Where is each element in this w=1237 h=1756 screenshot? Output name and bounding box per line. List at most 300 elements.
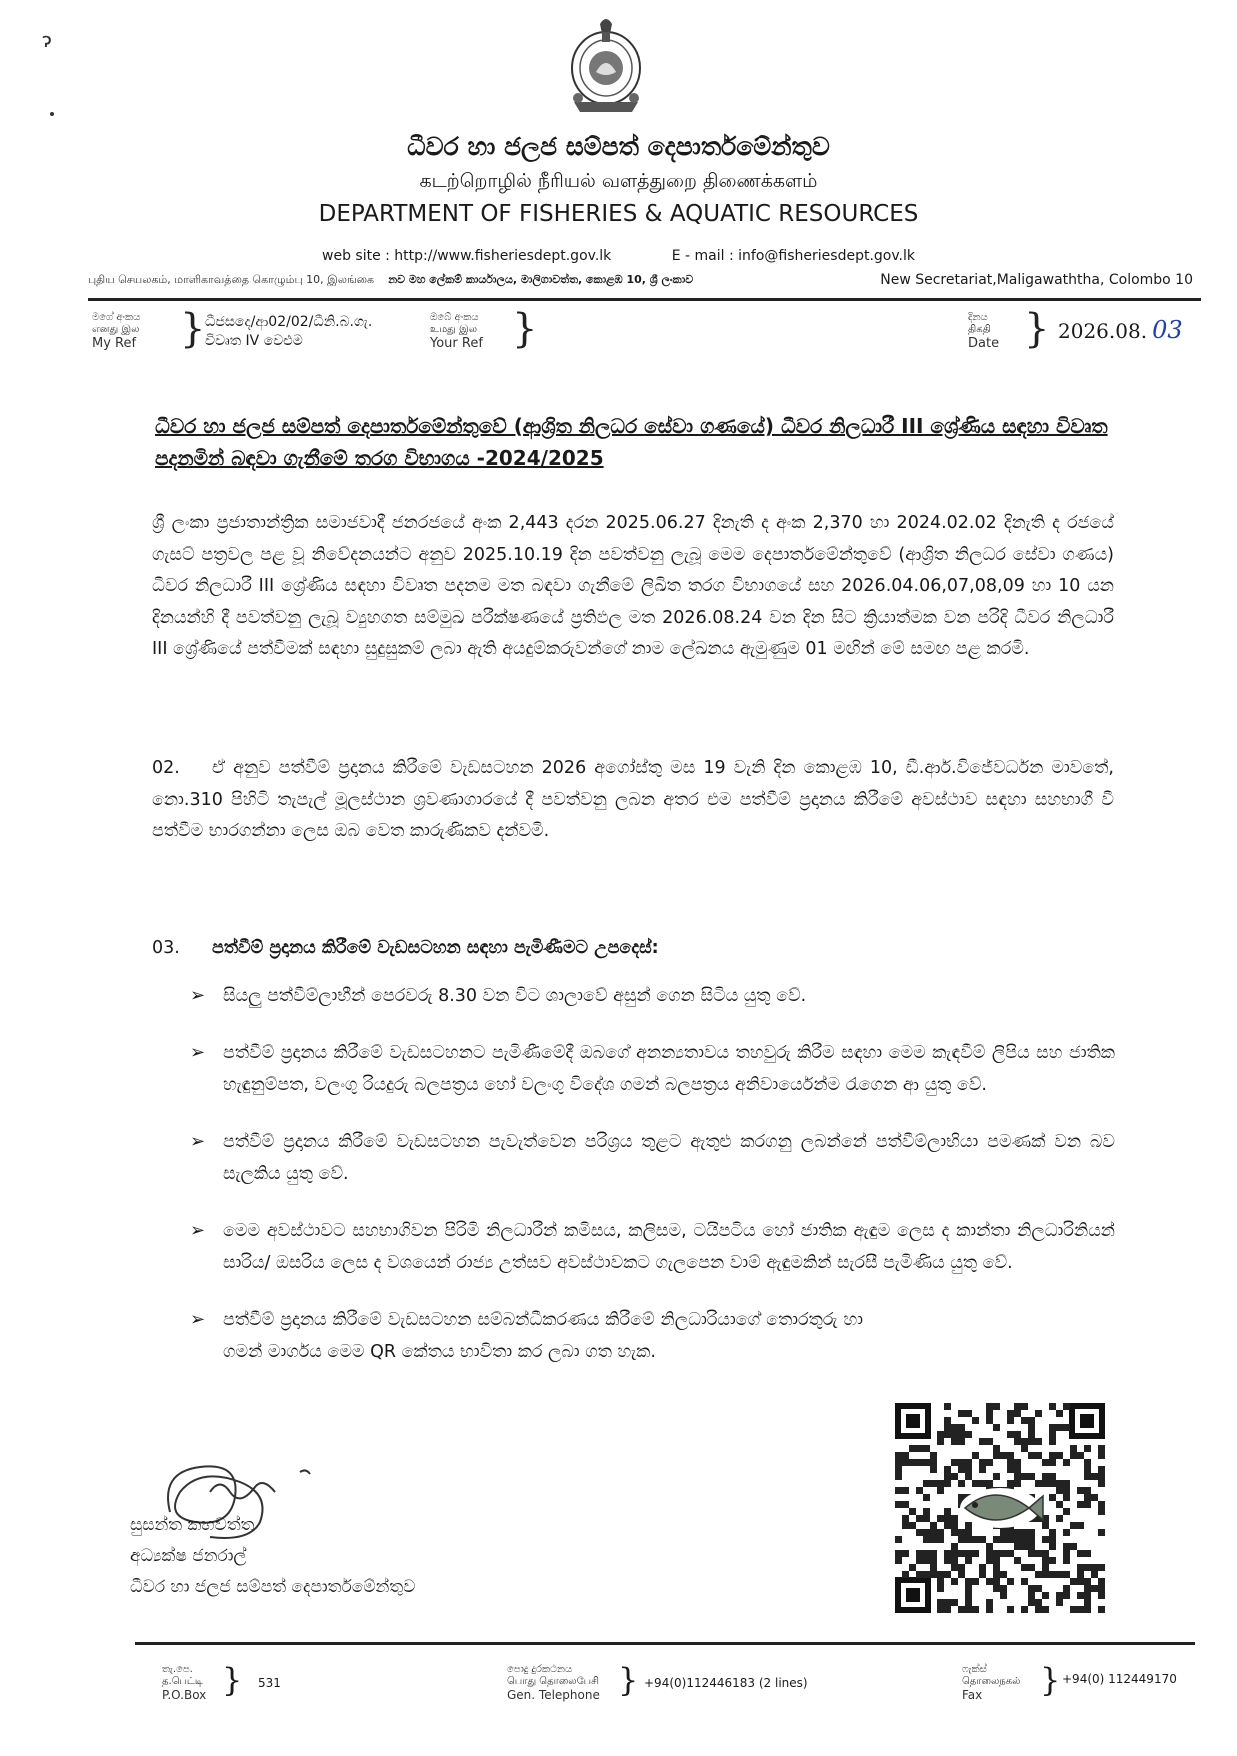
qr-module xyxy=(1014,1403,1021,1410)
qr-module xyxy=(958,1410,965,1417)
qr-module xyxy=(937,1487,944,1494)
telephone-value: +94(0)112446183 (2 lines) xyxy=(644,1676,808,1690)
qr-module xyxy=(930,1452,937,1459)
qr-module xyxy=(1084,1459,1091,1466)
qr-module xyxy=(972,1417,979,1424)
qr-module xyxy=(1000,1550,1007,1557)
qr-module xyxy=(944,1508,951,1515)
qr-module xyxy=(1049,1557,1056,1564)
qr-module xyxy=(902,1459,909,1466)
qr-module xyxy=(1077,1606,1084,1613)
qr-module xyxy=(965,1557,972,1564)
qr-module xyxy=(944,1606,951,1613)
qr-module xyxy=(993,1452,1000,1459)
qr-module xyxy=(923,1536,930,1543)
qr-module xyxy=(1056,1501,1063,1508)
qr-module xyxy=(1049,1431,1056,1438)
qr-module xyxy=(965,1529,972,1536)
qr-module xyxy=(1098,1592,1105,1599)
website-text: web site : http://www.fisheriesdept.gov.lk xyxy=(322,248,612,264)
qr-module xyxy=(986,1438,993,1445)
qr-module xyxy=(1042,1550,1049,1557)
my-ref-line1: ධීජසදෙ/ආ02/02/ධීනි.බ.ගැ. xyxy=(205,314,373,330)
qr-module xyxy=(1098,1585,1105,1592)
qr-module xyxy=(1042,1592,1049,1599)
qr-module xyxy=(1077,1564,1084,1571)
qr-module xyxy=(1077,1452,1084,1459)
qr-module xyxy=(895,1536,902,1543)
qr-code-icon[interactable] xyxy=(895,1403,1105,1613)
qr-module xyxy=(1028,1431,1035,1438)
qr-module xyxy=(944,1550,951,1557)
list-item: ➢ පත්වීම් ප්‍රදානය කිරීමේ වැඩසටහන පැවැත්වෙන පරිශ්‍රය තුළට ඇතුළු කරගනු ලබන්නේ පත්වීම්ලාභියා පමණක් වන බව සැලකිය යුතු වේ. xyxy=(190,1126,1115,1190)
qr-module xyxy=(1084,1599,1091,1606)
date-printed: 2026.08. xyxy=(1058,319,1148,343)
qr-module xyxy=(958,1571,965,1578)
qr-module xyxy=(1014,1410,1021,1417)
qr-module xyxy=(937,1578,944,1585)
qr-module xyxy=(1021,1543,1028,1550)
qr-module xyxy=(1084,1564,1091,1571)
qr-module xyxy=(1000,1536,1007,1543)
qr-module xyxy=(993,1578,1000,1585)
date-label: දිනය திகதி Date xyxy=(968,312,1000,351)
qr-module xyxy=(1070,1452,1077,1459)
qr-module xyxy=(1007,1410,1014,1417)
qr-module xyxy=(1028,1438,1035,1445)
qr-module xyxy=(937,1536,944,1543)
qr-module xyxy=(972,1536,979,1543)
qr-module xyxy=(951,1564,958,1571)
qr-module xyxy=(923,1550,930,1557)
qr-module xyxy=(986,1543,993,1550)
qr-module xyxy=(1084,1501,1091,1508)
qr-module xyxy=(979,1438,986,1445)
qr-module xyxy=(965,1473,972,1480)
qr-module xyxy=(979,1564,986,1571)
qr-module xyxy=(951,1431,958,1438)
qr-module xyxy=(993,1564,1000,1571)
qr-module xyxy=(944,1480,951,1487)
qr-module xyxy=(965,1606,972,1613)
qr-module xyxy=(1098,1501,1105,1508)
contact-line xyxy=(0,248,1237,264)
qr-module xyxy=(944,1515,951,1522)
qr-module xyxy=(958,1431,965,1438)
qr-module xyxy=(1077,1501,1084,1508)
signatory-title: අධ්‍යක්ෂ ජනරාල් xyxy=(130,1546,247,1566)
qr-module xyxy=(916,1459,923,1466)
qr-module xyxy=(1014,1473,1021,1480)
qr-module xyxy=(1084,1494,1091,1501)
qr-module xyxy=(944,1417,951,1424)
qr-module xyxy=(1000,1452,1007,1459)
qr-module xyxy=(1070,1522,1077,1529)
signatory-name: සුසන්ත කහවත්ත xyxy=(130,1515,255,1535)
qr-module xyxy=(1028,1585,1035,1592)
qr-module xyxy=(1084,1473,1091,1480)
qr-module xyxy=(1063,1592,1070,1599)
dept-name-sinhala: ධීවර හා ජලජ සම්පත් දෙපාර්තමේන්තුව xyxy=(407,132,830,161)
telephone-brace: } xyxy=(618,1661,639,1699)
qr-module xyxy=(1007,1578,1014,1585)
qr-module xyxy=(1063,1557,1070,1564)
qr-module xyxy=(1007,1417,1014,1424)
qr-module xyxy=(972,1480,979,1487)
fax-brace: } xyxy=(1040,1661,1061,1699)
address-tamil: புதிய செயலகம், மாளிகாவத்தை கொழும்பு 10, இலங்கை xyxy=(88,273,375,286)
qr-module xyxy=(951,1543,958,1550)
qr-module xyxy=(930,1459,937,1466)
list-item: ➢ මෙම අවස්ථාවට සහභාගිවන පිරිමි නිලධාරීන් කමිසය, කලිසම, ටයිපටිය හෝ ජාතික ඇඳුම ලෙස ද කාන්තා නිලධාරිනියන් සාරිය/ ඔසරිය ලෙස ද වශයෙන් රාජ්‍ය උත්සව අවස්ථාවකට ගැලපෙන වාම් ඇඳුමකින් සැරසී පැමිණිය යුතු වේ. xyxy=(190,1215,1115,1279)
qr-module xyxy=(958,1459,965,1466)
qr-module xyxy=(895,1459,902,1466)
arrow-bullet-icon: ➢ xyxy=(190,1220,206,1241)
qr-module xyxy=(1007,1466,1014,1473)
qr-module xyxy=(923,1494,930,1501)
qr-module xyxy=(965,1585,972,1592)
date-value xyxy=(1058,316,1183,344)
pobox-label: තැ.පෙ. த.பெட்டி P.O.Box xyxy=(162,1664,207,1702)
qr-module xyxy=(1049,1459,1056,1466)
qr-module xyxy=(993,1571,1000,1578)
qr-module xyxy=(965,1522,972,1529)
arrow-bullet-icon: ➢ xyxy=(190,1131,206,1152)
qr-module xyxy=(909,1459,916,1466)
qr-module xyxy=(1028,1529,1035,1536)
qr-module xyxy=(958,1480,965,1487)
qr-module xyxy=(1070,1543,1077,1550)
paragraph-2-text: ඒ අනුව පත්වීම් ප්‍රදානය කිරීමේ වැඩසටහන 2026 අගෝස්තු මස 19 වැනි දින කොළඹ 10, ඩී.ආර්.විජේවර්ධන මාවතේ, නො.310 පිහිටි තැපැල් මූලස්ථාන ශ්‍රවණාගාරයේ දී පවත්වනු ලබන අතර එම පත්වීම් ප්‍රදානය කිරීමේ අවස්ථාව සඳහා සහභාගී වී පත්වීම භාරගන්නා ලෙස ඔබ වෙත කාරුණිකව දන්වමි. xyxy=(152,758,1114,841)
qr-module xyxy=(1056,1424,1063,1431)
telephone-label: පොදු දුරකථනය பொது தொலைபேசி Gen. Telephone xyxy=(507,1664,600,1702)
qr-module xyxy=(895,1557,902,1564)
signatory-department: ධීවර හා ජලජ සම්පත් දෙපාර්තමේන්තුව xyxy=(130,1577,416,1597)
qr-module xyxy=(1091,1571,1098,1578)
qr-module xyxy=(993,1550,1000,1557)
qr-module xyxy=(1000,1571,1007,1578)
qr-module xyxy=(937,1438,944,1445)
qr-module xyxy=(1021,1529,1028,1536)
qr-module xyxy=(1049,1543,1056,1550)
fax-label: ෆැක්ස් தொலைநகல் Fax xyxy=(962,1664,1021,1702)
qr-module xyxy=(993,1445,1000,1452)
qr-module xyxy=(1021,1445,1028,1452)
qr-module xyxy=(993,1473,1000,1480)
footer-divider xyxy=(135,1642,1195,1645)
qr-module xyxy=(1028,1543,1035,1550)
qr-module xyxy=(937,1480,944,1487)
qr-module xyxy=(1021,1536,1028,1543)
qr-module xyxy=(1063,1459,1070,1466)
qr-module xyxy=(937,1599,944,1606)
qr-module xyxy=(1035,1480,1042,1487)
qr-module xyxy=(965,1431,972,1438)
qr-module xyxy=(930,1571,937,1578)
qr-module xyxy=(1014,1438,1021,1445)
qr-module xyxy=(951,1557,958,1564)
qr-module xyxy=(895,1466,902,1473)
qr-module xyxy=(930,1564,937,1571)
qr-module xyxy=(1014,1536,1021,1543)
qr-module xyxy=(1056,1599,1063,1606)
qr-module xyxy=(916,1445,923,1452)
qr-module xyxy=(986,1578,993,1585)
qr-module xyxy=(944,1599,951,1606)
qr-module xyxy=(958,1466,965,1473)
qr-module xyxy=(965,1536,972,1543)
qr-module xyxy=(1021,1564,1028,1571)
qr-module xyxy=(1049,1452,1056,1459)
qr-module xyxy=(1098,1529,1105,1536)
sri-lanka-emblem-icon xyxy=(564,12,648,116)
qr-module xyxy=(923,1445,930,1452)
qr-module xyxy=(951,1438,958,1445)
qr-module xyxy=(1063,1424,1070,1431)
qr-module xyxy=(986,1410,993,1417)
qr-module xyxy=(937,1585,944,1592)
qr-module xyxy=(909,1508,916,1515)
your-ref-brace: } xyxy=(512,306,538,352)
qr-module xyxy=(1063,1487,1070,1494)
qr-module xyxy=(1028,1564,1035,1571)
qr-module xyxy=(1070,1606,1077,1613)
address-english: New Secretariat,Maligawaththa, Colombo 10 xyxy=(880,272,1193,288)
qr-module xyxy=(916,1550,923,1557)
qr-module xyxy=(937,1529,944,1536)
qr-module xyxy=(993,1424,1000,1431)
qr-module xyxy=(1084,1487,1091,1494)
qr-module xyxy=(1042,1459,1049,1466)
qr-module xyxy=(1063,1508,1070,1515)
qr-module xyxy=(1098,1606,1105,1613)
qr-module xyxy=(902,1515,909,1522)
qr-module xyxy=(930,1529,937,1536)
qr-module xyxy=(1028,1550,1035,1557)
qr-module xyxy=(1077,1571,1084,1578)
qr-module xyxy=(895,1452,902,1459)
qr-module xyxy=(1056,1480,1063,1487)
qr-module xyxy=(916,1571,923,1578)
qr-module xyxy=(944,1424,951,1431)
qr-module xyxy=(951,1424,958,1431)
qr-module xyxy=(1000,1529,1007,1536)
qr-module xyxy=(1035,1599,1042,1606)
fax-value: +94(0) 112449170 xyxy=(1062,1672,1177,1686)
qr-module xyxy=(951,1522,958,1529)
qr-module xyxy=(993,1557,1000,1564)
qr-module xyxy=(923,1515,930,1522)
qr-module xyxy=(944,1473,951,1480)
qr-module xyxy=(923,1508,930,1515)
qr-module xyxy=(965,1578,972,1585)
qr-module xyxy=(1049,1438,1056,1445)
qr-module xyxy=(972,1578,979,1585)
qr-module xyxy=(1063,1585,1070,1592)
qr-module xyxy=(958,1550,965,1557)
qr-module xyxy=(1049,1403,1056,1410)
qr-module xyxy=(1098,1473,1105,1480)
qr-module xyxy=(1084,1592,1091,1599)
qr-module xyxy=(1028,1424,1035,1431)
qr-module xyxy=(965,1459,972,1466)
qr-module xyxy=(1021,1438,1028,1445)
qr-module xyxy=(930,1466,937,1473)
qr-module xyxy=(951,1473,958,1480)
qr-module xyxy=(1098,1445,1105,1452)
my-ref-label: මගේ අංකය எனது இல My Ref xyxy=(92,312,141,351)
qr-module xyxy=(986,1417,993,1424)
qr-module xyxy=(1021,1417,1028,1424)
my-ref-line2: විවෘත IV වෙළුම xyxy=(205,333,303,349)
qr-module xyxy=(993,1585,1000,1592)
arrow-bullet-icon: ➢ xyxy=(190,1042,206,1063)
qr-module xyxy=(1007,1431,1014,1438)
qr-module xyxy=(951,1529,958,1536)
qr-module xyxy=(986,1480,993,1487)
instruction-list xyxy=(190,980,1115,1393)
margin-dot xyxy=(50,112,54,116)
qr-module xyxy=(923,1529,930,1536)
your-ref-label: ඔබේ අංකය உமது இல Your Ref xyxy=(430,312,483,351)
qr-module xyxy=(972,1606,979,1613)
address-line xyxy=(88,272,1193,288)
qr-module xyxy=(944,1431,951,1438)
qr-module xyxy=(909,1522,916,1529)
qr-module xyxy=(1000,1592,1007,1599)
qr-module xyxy=(1042,1473,1049,1480)
qr-module xyxy=(1007,1480,1014,1487)
qr-module xyxy=(1028,1452,1035,1459)
qr-module xyxy=(1084,1585,1091,1592)
paragraph-1: ශ්‍රී ලංකා ප්‍රජාතාන්ත්‍රික සමාජවාදී ජනරජයේ අංක 2,443 දරන 2025.06.27 දිනැති ද අංක 2,370 හා 2024.02.02 දිනැති ද රජයේ ගැසට් පත්‍රවල පළ වූ නිවේදනයන්ට අනුව 2025.10.19 දින පවත්වනු ලැබූ මෙම දෙපාර්තමේන්තුවේ (ආශ්‍රිත නිලධර සේවා ගණය) ධීවර නිලධාරී III ශ්‍රේණිය සඳහා විවෘත පදනම මත බඳවා ගැනීමේ ලිඛිත තරග විභාගයේ සහ 2026.04.06,07,08,09 හා 10 යන දිනයන්හි දී පවත්වනු ලැබූ ව්‍යුහගත සම්මුඛ පරීක්ෂණයේ ප්‍රතිඵල මත 2026.08.24 වන දින සිට ක්‍රියාත්මක වන පරිදි ධීවර නිලධාරී III ශ්‍රේණියේ පත්වීමක් සඳහා සුදුසුකම් ලබා ඇති අයදුම්කරුවන්ගේ නාම ලේඛනය ඇමුණුම 01 මඟින් මේ සමඟ පළ කරමි. xyxy=(152,513,1114,659)
qr-module xyxy=(937,1515,944,1522)
qr-module xyxy=(1000,1585,1007,1592)
qr-module xyxy=(916,1557,923,1564)
qr-module xyxy=(972,1550,979,1557)
qr-module xyxy=(944,1403,951,1410)
qr-module xyxy=(1035,1571,1042,1578)
qr-module xyxy=(958,1536,965,1543)
qr-module xyxy=(951,1459,958,1466)
list-item: ➢ පත්වීම් ප්‍රදානය කිරීමේ වැඩසටහනට පැමිණීමේදී ඔබගේ අනන්‍යතාවය තහවුරු කිරීම සඳහා මෙම කැඳවීම් ලිපිය සහ ජාතික හැඳුනුම්පත, වලංගු රියදුරු බලපත්‍රය හෝ වලංගු විදේශ ගමන් බලපත්‍රය අනිවාර්යෙන්ම රැගෙන ආ යුතු වේ. xyxy=(190,1037,1115,1101)
date-handwritten: 03 xyxy=(1152,316,1183,344)
qr-module xyxy=(902,1522,909,1529)
qr-module xyxy=(1077,1578,1084,1585)
qr-module xyxy=(1049,1480,1056,1487)
paragraph-3 xyxy=(152,933,1114,965)
qr-module xyxy=(1077,1550,1084,1557)
qr-module xyxy=(951,1515,958,1522)
qr-module xyxy=(916,1487,923,1494)
qr-module xyxy=(1014,1557,1021,1564)
qr-module xyxy=(902,1452,909,1459)
qr-module xyxy=(1063,1543,1070,1550)
qr-module xyxy=(1042,1557,1049,1564)
qr-module xyxy=(1049,1571,1056,1578)
qr-module xyxy=(1077,1592,1084,1599)
qr-module xyxy=(1021,1606,1028,1613)
qr-module xyxy=(965,1592,972,1599)
date-brace: } xyxy=(1024,306,1050,352)
qr-module xyxy=(965,1466,972,1473)
qr-module xyxy=(1063,1480,1070,1487)
qr-module xyxy=(1014,1480,1021,1487)
qr-module xyxy=(1014,1543,1021,1550)
qr-module xyxy=(1028,1592,1035,1599)
qr-module xyxy=(1007,1606,1014,1613)
qr-module xyxy=(958,1438,965,1445)
qr-module xyxy=(1084,1550,1091,1557)
qr-module xyxy=(979,1536,986,1543)
qr-module xyxy=(902,1550,909,1557)
qr-module xyxy=(1063,1550,1070,1557)
qr-module xyxy=(1042,1522,1049,1529)
qr-module xyxy=(923,1571,930,1578)
qr-module xyxy=(1035,1550,1042,1557)
qr-module xyxy=(986,1403,993,1410)
qr-module xyxy=(1042,1606,1049,1613)
qr-module xyxy=(895,1501,902,1508)
qr-module xyxy=(1014,1431,1021,1438)
qr-module xyxy=(1049,1473,1056,1480)
qr-module xyxy=(1014,1529,1021,1536)
qr-module xyxy=(895,1550,902,1557)
qr-module xyxy=(1049,1536,1056,1543)
my-ref-value xyxy=(205,313,372,351)
qr-module xyxy=(1084,1445,1091,1452)
qr-module xyxy=(930,1480,937,1487)
qr-module xyxy=(965,1550,972,1557)
qr-module xyxy=(1028,1473,1035,1480)
dept-name-tamil: கடற்றொழில் நீரியல் வளத்துறை திணைக்களம் xyxy=(419,170,818,192)
qr-module xyxy=(1014,1466,1021,1473)
qr-module xyxy=(916,1515,923,1522)
qr-module xyxy=(902,1571,909,1578)
qr-module xyxy=(1091,1585,1098,1592)
qr-module xyxy=(944,1466,951,1473)
qr-module xyxy=(1035,1438,1042,1445)
pobox-value: 531 xyxy=(258,1676,281,1690)
qr-module xyxy=(1007,1550,1014,1557)
qr-module xyxy=(930,1536,937,1543)
qr-module xyxy=(965,1599,972,1606)
letter-subject: ධීවර හා ජලජ සම්පත් දෙපාර්තමේන්තුවේ (ආශ්‍රිත නිලධර සේවා ගණයේ) ධීවර නිලධාරී III ශ්‍රේණිය සඳහා විවෘත පදනමින් බඳවා ගැනීමේ තරග විභාගය -2024/2025 xyxy=(155,414,1108,470)
qr-module xyxy=(895,1487,902,1494)
qr-module xyxy=(972,1452,979,1459)
qr-module xyxy=(1056,1410,1063,1417)
qr-module xyxy=(1035,1585,1042,1592)
signatory-block xyxy=(130,1510,415,1603)
qr-module xyxy=(951,1599,958,1606)
qr-module xyxy=(1098,1466,1105,1473)
qr-module xyxy=(930,1550,937,1557)
qr-module xyxy=(958,1424,965,1431)
qr-module xyxy=(1084,1578,1091,1585)
qr-module xyxy=(1042,1536,1049,1543)
address-sinhala: නව මහ ලේකම් කාර්යාලය, මාලිගාවත්ත, කොළඹ 10, ශ්‍රී ලංකාව xyxy=(388,273,694,286)
qr-module xyxy=(1007,1452,1014,1459)
qr-module xyxy=(1042,1480,1049,1487)
paragraph-2-number: 02. xyxy=(152,758,180,778)
qr-module xyxy=(1056,1515,1063,1522)
qr-module xyxy=(993,1536,1000,1543)
qr-module xyxy=(1063,1529,1070,1536)
qr-module xyxy=(923,1459,930,1466)
arrow-bullet-icon: ➢ xyxy=(190,985,206,1006)
qr-module xyxy=(944,1571,951,1578)
qr-module xyxy=(1049,1529,1056,1536)
